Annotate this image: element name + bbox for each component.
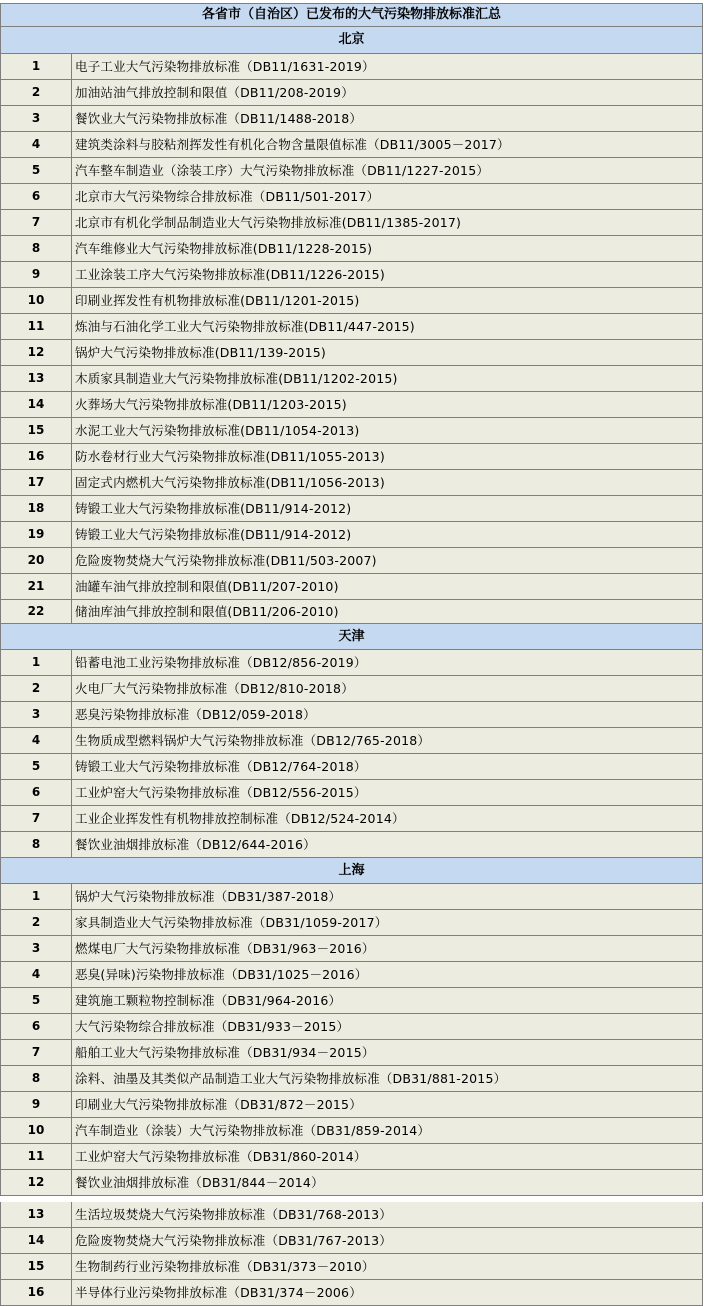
row-number-cell[interactable]: 20 <box>0 548 72 574</box>
standard-name-cell[interactable]: 恶臭(异味)污染物排放标准（DB31/1025－2016） <box>72 962 703 988</box>
standard-name-cell[interactable]: 餐饮业油烟排放标准（DB12/644-2016） <box>72 832 703 858</box>
standard-name-cell[interactable]: 工业炉窑大气污染物排放标准（DB12/556-2015） <box>72 780 703 806</box>
standard-name-cell[interactable]: 火葬场大气污染物排放标准(DB11/1203-2015) <box>72 392 703 418</box>
table-row <box>0 910 704 936</box>
section-header-beijing[interactable]: 北京 <box>0 27 703 54</box>
table-row <box>0 600 704 624</box>
standard-name-cell[interactable]: 工业企业挥发性有机物排放控制标准（DB12/524-2014） <box>72 806 703 832</box>
standard-name-cell[interactable]: 燃煤电厂大气污染物排放标准（DB31/963－2016） <box>72 936 703 962</box>
table-row <box>0 1144 704 1170</box>
row-number-cell[interactable]: 17 <box>0 470 72 496</box>
row-number-cell[interactable]: 6 <box>0 1014 72 1040</box>
table-row <box>0 1014 704 1040</box>
row-number-cell[interactable]: 21 <box>0 574 72 600</box>
section-header-tianjin[interactable]: 天津 <box>0 624 703 650</box>
row-number-cell[interactable]: 2 <box>0 910 72 936</box>
table-row <box>0 184 704 210</box>
row-number-cell[interactable]: 8 <box>0 1066 72 1092</box>
row-number-cell[interactable]: 4 <box>0 728 72 754</box>
row-number-cell[interactable]: 9 <box>0 262 72 288</box>
table-row <box>0 676 704 702</box>
row-number-cell[interactable]: 1 <box>0 884 72 910</box>
standard-name-cell[interactable]: 危险废物焚烧大气污染物排放标准（DB31/767-2013） <box>72 1228 703 1254</box>
table-row <box>0 1254 704 1280</box>
table-row <box>0 132 704 158</box>
row-number-cell[interactable]: 3 <box>0 936 72 962</box>
table-row <box>0 754 704 780</box>
standard-name-cell[interactable]: 电子工业大气污染物排放标准（DB11/1631-2019） <box>72 54 703 80</box>
standard-name-cell[interactable]: 家具制造业大气污染物排放标准（DB31/1059-2017） <box>72 910 703 936</box>
table-row <box>0 444 704 470</box>
standard-name-cell[interactable]: 船舶工业大气污染物排放标准（DB31/934－2015） <box>72 1040 703 1066</box>
table-row <box>0 470 704 496</box>
standard-name-cell[interactable]: 生物质成型燃料锅炉大气污染物排放标准（DB12/765-2018） <box>72 728 703 754</box>
table-row <box>0 832 704 858</box>
row-number-cell[interactable]: 13 <box>0 1202 72 1228</box>
table-row <box>0 962 704 988</box>
table-row <box>0 236 704 262</box>
row-number-cell[interactable]: 7 <box>0 806 72 832</box>
table-row <box>0 884 704 910</box>
standard-name-cell[interactable]: 涂料、油墨及其类似产品制造工业大气污染物排放标准（DB31/881-2015） <box>72 1066 703 1092</box>
row-number-cell[interactable]: 3 <box>0 702 72 728</box>
row-number-cell[interactable]: 7 <box>0 1040 72 1066</box>
table-row <box>0 936 704 962</box>
row-gap <box>0 1196 704 1201</box>
table-row <box>0 806 704 832</box>
row-number-cell[interactable]: 6 <box>0 780 72 806</box>
standard-name-cell[interactable]: 大气污染物综合排放标准（DB31/933－2015） <box>72 1014 703 1040</box>
standard-name-cell[interactable]: 生活垃圾焚烧大气污染物排放标准（DB31/768-2013） <box>72 1202 703 1228</box>
standard-name-cell[interactable]: 水泥工业大气污染物排放标准(DB11/1054-2013) <box>72 418 703 444</box>
standard-name-cell[interactable]: 北京市大气污染物综合排放标准（DB11/501-2017） <box>72 184 703 210</box>
row-number-cell[interactable]: 3 <box>0 106 72 132</box>
row-number-cell[interactable]: 16 <box>0 444 72 470</box>
standard-name-cell[interactable]: 汽车维修业大气污染物排放标准(DB11/1228-2015) <box>72 236 703 262</box>
table-row <box>0 650 704 676</box>
table-row <box>0 574 704 600</box>
table-row <box>0 780 704 806</box>
standard-name-cell[interactable]: 加油站油气排放控制和限值（DB11/208-2019） <box>72 80 703 106</box>
row-number-cell[interactable]: 12 <box>0 340 72 366</box>
standard-name-cell[interactable]: 恶臭污染物排放标准（DB12/059-2018） <box>72 702 703 728</box>
standard-name-cell[interactable]: 半导体行业污染物排放标准（DB31/374－2006） <box>72 1280 703 1306</box>
row-number-cell[interactable]: 10 <box>0 1118 72 1144</box>
row-number-cell[interactable]: 18 <box>0 496 72 522</box>
table-row <box>0 158 704 184</box>
standard-name-cell[interactable]: 锅炉大气污染物排放标准（DB31/387-2018） <box>72 884 703 910</box>
standard-name-cell[interactable]: 生物制药行业污染物排放标准（DB31/373－2010） <box>72 1254 703 1280</box>
table-row <box>0 210 704 236</box>
standard-name-cell[interactable]: 炼油与石油化学工业大气污染物排放标准(DB11/447-2015) <box>72 314 703 340</box>
table-row <box>0 1280 704 1306</box>
row-number-cell[interactable]: 1 <box>0 650 72 676</box>
row-number-cell[interactable]: 19 <box>0 522 72 548</box>
table-row <box>0 314 704 340</box>
table-row <box>0 548 704 574</box>
standard-name-cell[interactable]: 危险废物焚烧大气污染物排放标准(DB11/503-2007) <box>72 548 703 574</box>
table-row <box>0 522 704 548</box>
standard-name-cell[interactable]: 餐饮业大气污染物排放标准（DB11/1488-2018） <box>72 106 703 132</box>
standard-name-cell[interactable]: 建筑施工颗粒物控制标准（DB31/964-2016） <box>72 988 703 1014</box>
standard-name-cell[interactable]: 餐饮业油烟排放标准（DB31/844－2014） <box>72 1170 703 1196</box>
standard-name-cell[interactable]: 储油库油气排放控制和限值(DB11/206-2010) <box>72 600 703 624</box>
row-number-cell[interactable]: 8 <box>0 236 72 262</box>
standard-name-cell[interactable]: 建筑类涂料与胶粘剂挥发性有机化合物含量限值标准（DB11/3005－2017） <box>72 132 703 158</box>
row-number-cell[interactable]: 4 <box>0 132 72 158</box>
table-row <box>0 1118 704 1144</box>
table-row <box>0 366 704 392</box>
standard-name-cell[interactable]: 铸锻工业大气污染物排放标准(DB11/914-2012) <box>72 496 703 522</box>
row-number-cell[interactable]: 5 <box>0 158 72 184</box>
row-number-cell[interactable]: 11 <box>0 314 72 340</box>
row-number-cell[interactable]: 5 <box>0 988 72 1014</box>
standard-name-cell[interactable]: 油罐车油气排放控制和限值(DB11/207-2010) <box>72 574 703 600</box>
table-row <box>0 54 704 80</box>
table-row <box>0 106 704 132</box>
table-row <box>0 1170 704 1196</box>
row-number-cell[interactable]: 16 <box>0 1280 72 1306</box>
row-number-cell[interactable]: 13 <box>0 366 72 392</box>
standard-name-cell[interactable]: 工业涂装工序大气污染物排放标准(DB11/1226-2015) <box>72 262 703 288</box>
table-row <box>0 392 704 418</box>
standard-name-cell[interactable]: 固定式内燃机大气污染物排放标准(DB11/1056-2013) <box>72 470 703 496</box>
row-number-cell[interactable]: 14 <box>0 1228 72 1254</box>
row-number-cell[interactable]: 15 <box>0 1254 72 1280</box>
table-row <box>0 1040 704 1066</box>
row-number-cell[interactable]: 6 <box>0 184 72 210</box>
standard-name-cell[interactable]: 工业炉窑大气污染物排放标准（DB31/860-2014） <box>72 1144 703 1170</box>
row-number-cell[interactable]: 2 <box>0 676 72 702</box>
table-title[interactable]: 各省市（自治区）已发布的大气污染物排放标准汇总 <box>0 3 703 27</box>
table-row <box>0 1092 704 1118</box>
standard-name-cell[interactable]: 铸锻工业大气污染物排放标准(DB11/914-2012) <box>72 522 703 548</box>
table-row <box>0 288 704 314</box>
standard-name-cell[interactable]: 汽车整车制造业（涂装工序）大气污染物排放标准（DB11/1227-2015） <box>72 158 703 184</box>
standard-name-cell[interactable]: 汽车制造业（涂装）大气污染物排放标准（DB31/859-2014） <box>72 1118 703 1144</box>
standard-name-cell[interactable]: 火电厂大气污染物排放标准（DB12/810-2018） <box>72 676 703 702</box>
table-row <box>0 496 704 522</box>
row-number-cell[interactable]: 2 <box>0 80 72 106</box>
standard-name-cell[interactable]: 印刷业大气污染物排放标准（DB31/872－2015） <box>72 1092 703 1118</box>
standard-name-cell[interactable]: 防水卷材行业大气污染物排放标准(DB11/1055-2013) <box>72 444 703 470</box>
row-number-cell[interactable]: 15 <box>0 418 72 444</box>
standard-name-cell[interactable]: 北京市有机化学制品制造业大气污染物排放标准(DB11/1385-2017) <box>72 210 703 236</box>
table-row <box>0 1228 704 1254</box>
standard-name-cell[interactable]: 锅炉大气污染物排放标准(DB11/139-2015) <box>72 340 703 366</box>
row-number-cell[interactable]: 11 <box>0 1144 72 1170</box>
standard-name-cell[interactable]: 铅蓄电池工业污染物排放标准（DB12/856-2019） <box>72 650 703 676</box>
table-row <box>0 728 704 754</box>
table-row <box>0 418 704 444</box>
standard-name-cell[interactable]: 铸锻工业大气污染物排放标准（DB12/764-2018） <box>72 754 703 780</box>
standard-name-cell[interactable]: 木质家具制造业大气污染物排放标准(DB11/1202-2015) <box>72 366 703 392</box>
table-row <box>0 262 704 288</box>
row-number-cell[interactable]: 4 <box>0 962 72 988</box>
row-number-cell[interactable]: 14 <box>0 392 72 418</box>
standard-name-cell[interactable]: 印刷业挥发性有机物排放标准(DB11/1201-2015) <box>72 288 703 314</box>
table-row <box>0 340 704 366</box>
table-row <box>0 80 704 106</box>
table-row <box>0 988 704 1014</box>
row-number-cell[interactable]: 7 <box>0 210 72 236</box>
row-number-cell[interactable]: 8 <box>0 832 72 858</box>
row-number-cell[interactable]: 5 <box>0 754 72 780</box>
row-number-cell[interactable]: 22 <box>0 600 72 624</box>
section-header-shanghai[interactable]: 上海 <box>0 858 703 884</box>
table-row <box>0 702 704 728</box>
row-number-cell[interactable]: 9 <box>0 1092 72 1118</box>
row-number-cell[interactable]: 10 <box>0 288 72 314</box>
table-row <box>0 1066 704 1092</box>
table-row <box>0 1202 704 1228</box>
row-number-cell[interactable]: 12 <box>0 1170 72 1196</box>
row-number-cell[interactable]: 1 <box>0 54 72 80</box>
